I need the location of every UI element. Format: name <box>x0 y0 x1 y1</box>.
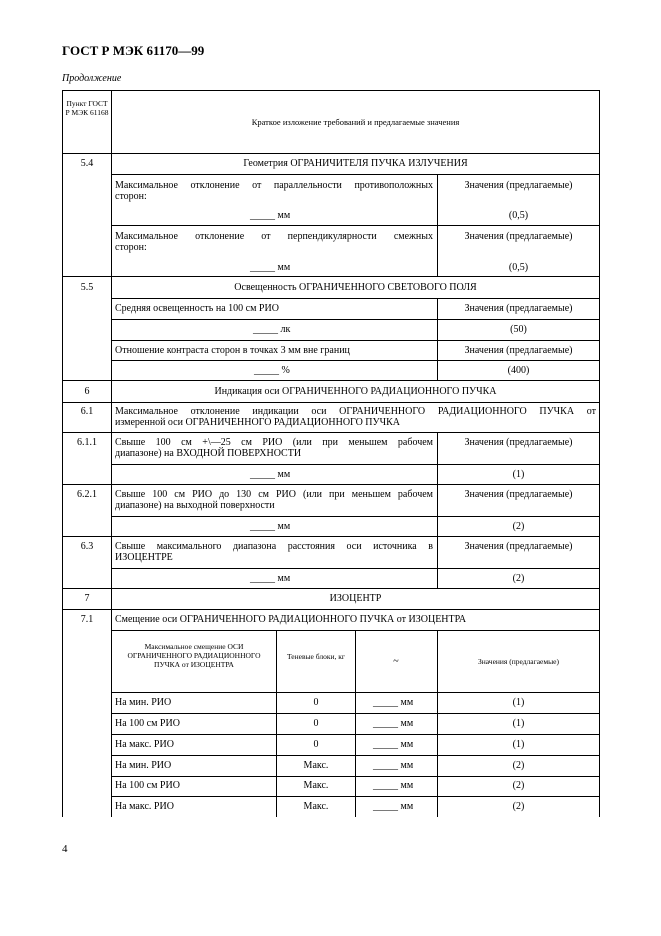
requirement-text: Свыше 100 см +\—25 см РИО (или при меньшем рабочем <box>115 437 433 448</box>
clause-number: 6.3 <box>80 541 94 552</box>
row-position: На макс. РИО <box>115 739 174 750</box>
requirement-text: Средняя освещенность на 100 см РИО <box>115 303 279 314</box>
requirement-text: Максимальное отклонение от перпендикулярности смежных <box>115 231 433 242</box>
unit-blank: _____ мм <box>250 521 291 532</box>
value-label: Значения (предлагаемые) <box>464 231 573 242</box>
proposed-value: (2) <box>512 573 525 584</box>
requirement-text: диапазоне) на ВХОДНОЙ ПОВЕРХНОСТИ <box>115 448 302 459</box>
page-number: 4 <box>62 843 68 855</box>
clause-number: 7 <box>84 593 90 604</box>
row-position: На 100 см РИО <box>115 780 180 791</box>
requirement-text: сторон: <box>115 191 147 202</box>
unit-blank: _____ % <box>254 365 290 376</box>
clause-number: 5.4 <box>80 158 94 169</box>
unit-blank: _____ мм <box>373 801 414 812</box>
requirement-text: Смещение оси ОГРАНИЧЕННОГО РАДИАЦИОННОГО ПУЧКА от ИЗОЦЕНТРА <box>115 614 467 625</box>
proposed-value: (1) <box>512 718 525 729</box>
row-shadow-blocks: Макс. <box>303 760 329 771</box>
proposed-value: (0,5) <box>508 262 529 273</box>
row-shadow-blocks: 0 <box>313 739 319 750</box>
value-label: Значения (предлагаемые) <box>464 303 573 314</box>
row-shadow-blocks: Макс. <box>303 801 329 812</box>
clause-number: 6.2.1 <box>77 489 97 500</box>
proposed-value: (1) <box>512 469 525 480</box>
clause-number: 6.1 <box>80 406 94 417</box>
requirement-text: Свыше максимального диапазона расстояния оси источника в <box>115 541 433 552</box>
section-title: ИЗОЦЕНТР <box>329 593 382 604</box>
requirement-text: Отношение контраста сторон в точках 3 мм вне границ <box>115 345 350 356</box>
row-position: На мин. РИО <box>115 697 172 708</box>
subtable-header-values: Значения (предлагаемые) <box>478 657 559 666</box>
proposed-value: (2) <box>512 780 525 791</box>
requirement-text: Максимальное отклонение индикации оси ОГРАНИЧЕННОГО РАДИАЦИОННОГО ПУЧКА от <box>115 406 596 417</box>
unit-blank: _____ мм <box>373 780 414 791</box>
requirement-text: Максимальное отклонение от параллельности противоположных <box>115 180 433 191</box>
unit-blank: _____ мм <box>373 697 414 708</box>
unit-blank: _____ мм <box>250 573 291 584</box>
row-position: На мин. РИО <box>115 760 172 771</box>
clause-number: 5.5 <box>80 282 94 293</box>
column-header-clause: Пункт ГОСТ Р МЭК 61168 <box>65 99 109 117</box>
proposed-value: (1) <box>512 697 525 708</box>
section-title: Индикация оси ОГРАНИЧЕННОГО РАДИАЦИОННОГО ПУЧКА <box>214 386 497 397</box>
document-code: ГОСТ Р МЭК 61170—99 <box>62 43 205 58</box>
section-title: Освещенность ОГРАНИЧЕННОГО СВЕТОВОГО ПОЛЯ <box>234 282 477 293</box>
clause-number: 6 <box>84 386 90 397</box>
row-position: На макс. РИО <box>115 801 174 812</box>
row-shadow-blocks: 0 <box>313 718 319 729</box>
proposed-value: (1) <box>512 739 525 750</box>
subtable-header-shadow-blocks: Теневые блоки, кг <box>286 652 345 661</box>
subtable-header-displacement: Максимальное смещение ОСИ ОГРАНИЧЕННОГО РАДИАЦИОННОГО ПУЧКА от ИЗОЦЕНТРА <box>127 642 261 669</box>
proposed-value: (2) <box>512 521 525 532</box>
column-header-summary: Краткое изложение требований и предлагаемые значения <box>251 117 460 127</box>
proposed-value: (2) <box>512 760 525 771</box>
unit-blank: _____ мм <box>373 718 414 729</box>
row-position: На 100 см РИО <box>115 718 180 729</box>
requirement-text: Свыше 100 см РИО до 130 см РИО (или при меньшем рабочем <box>115 489 433 500</box>
value-label: Значения (предлагаемые) <box>464 489 573 500</box>
continuation-label: Продолжение <box>62 73 122 84</box>
proposed-value: (2) <box>512 801 525 812</box>
row-shadow-blocks: 0 <box>313 697 319 708</box>
section-title: Геометрия ОГРАНИЧИТЕЛЯ ПУЧКА ИЗЛУЧЕНИЯ <box>243 158 468 169</box>
requirement-text: измеренной оси ОГРАНИЧЕННОГО РАДИАЦИОННОГО ПУЧКА <box>115 417 400 428</box>
unit-blank: _____ мм <box>250 469 291 480</box>
requirement-text: ИЗОЦЕНТРЕ <box>115 552 173 563</box>
proposed-value: (400) <box>507 365 530 376</box>
value-label: Значения (предлагаемые) <box>464 437 573 448</box>
clause-number: 6.1.1 <box>77 437 97 448</box>
proposed-value: (50) <box>510 324 527 335</box>
proposed-value: (0,5) <box>508 210 529 221</box>
clause-number: 7.1 <box>80 614 94 625</box>
unit-blank: _____ мм <box>250 210 291 221</box>
requirement-text: сторон: <box>115 242 147 253</box>
subtable-header-tilde: ~ <box>393 656 399 667</box>
value-label: Значения (предлагаемые) <box>464 345 573 356</box>
value-label: Значения (предлагаемые) <box>464 180 573 191</box>
value-label: Значения (предлагаемые) <box>464 541 573 552</box>
unit-blank: _____ лк <box>253 324 291 335</box>
unit-blank: _____ мм <box>250 262 291 273</box>
unit-blank: _____ мм <box>373 760 414 771</box>
unit-blank: _____ мм <box>373 739 414 750</box>
requirement-text: диапазоне) на выходной поверхности <box>115 500 275 511</box>
row-shadow-blocks: Макс. <box>303 780 329 791</box>
